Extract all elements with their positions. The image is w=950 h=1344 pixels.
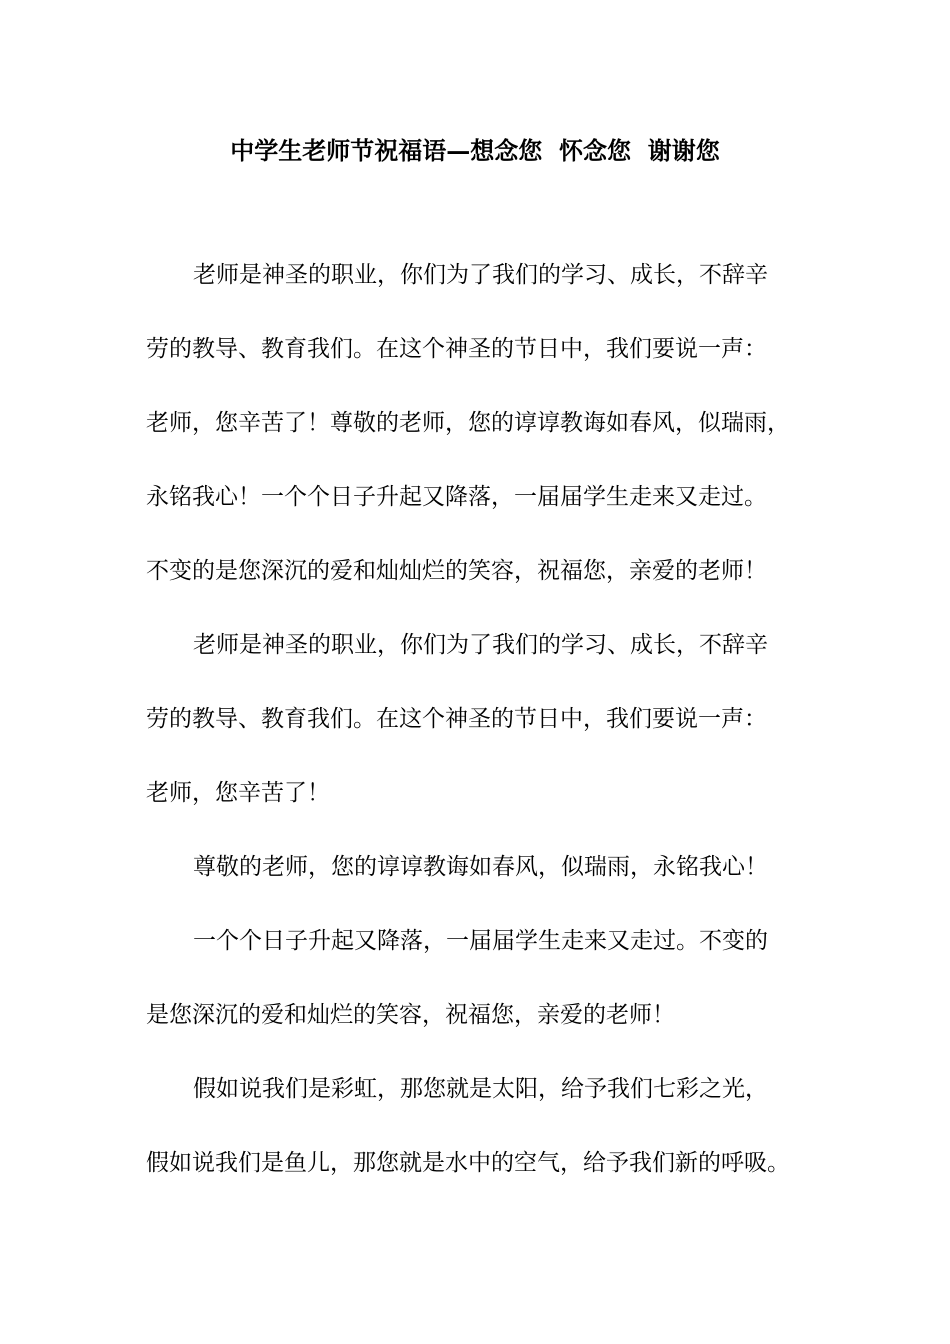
paragraph-line: 老师，您辛苦了！尊敬的老师，您的谆谆教诲如春风，似瑞雨，: [146, 410, 790, 436]
paragraph-line: 一个个日子升起又降落，一届届学生走来又走过。不变的: [193, 928, 768, 954]
paragraph-line: 永铭我心！一个个日子升起又降落，一届届学生走来又走过。: [146, 484, 767, 510]
paragraph-line: 老师是神圣的职业，你们为了我们的学习、成长，不辞辛: [193, 632, 768, 658]
paragraph-line: 假如说我们是鱼儿，那您就是水中的空气，给予我们新的呼吸。: [146, 1150, 790, 1176]
paragraph-line: 劳的教导、教育我们。在这个神圣的节日中，我们要说一声：: [146, 706, 767, 732]
paragraph-line: 老师是神圣的职业，你们为了我们的学习、成长，不辞辛: [193, 262, 768, 288]
paragraph-line: 劳的教导、教育我们。在这个神圣的节日中，我们要说一声：: [146, 336, 767, 362]
paragraph-line: 是您深沉的爱和灿烂的笑容，祝福您，亲爱的老师！: [146, 1002, 675, 1028]
document-body: [146, 255, 826, 1217]
paragraph-line: 不变的是您深沉的爱和灿灿烂的笑容，祝福您，亲爱的老师！: [146, 558, 767, 584]
paragraph-line: 尊敬的老师，您的谆谆教诲如春风，似瑞雨，永铭我心！: [193, 854, 768, 880]
document-title: 中学生老师节祝福语—想念您 怀念您 谢谢您: [230, 136, 720, 165]
paragraph-line: 假如说我们是彩虹，那您就是太阳，给予我们七彩之光，: [193, 1076, 768, 1102]
paragraph-line: 老师，您辛苦了！: [146, 780, 330, 806]
